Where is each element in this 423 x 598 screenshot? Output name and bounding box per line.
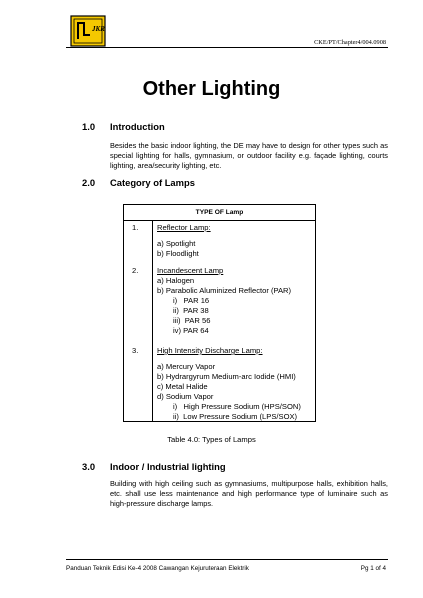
- row-heading: Reflector Lamp:: [157, 223, 211, 232]
- document-reference: CKE/PT/Chapter4/004.0908: [314, 39, 386, 46]
- table-header: TYPE OF Lamp: [124, 205, 315, 221]
- list-item: d) Sodium Vapor: [157, 392, 214, 401]
- sub-list-item: iv) PAR 64: [173, 326, 209, 335]
- section-number: 1.0: [82, 121, 96, 132]
- sub-list-item: i) High Pressure Sodium (HPS/SON): [173, 402, 301, 411]
- list-item: a) Spotlight: [157, 239, 196, 248]
- section-title-introduction: Introduction: [110, 121, 165, 132]
- jkr-logo: [70, 15, 106, 47]
- section-number: 3.0: [82, 461, 96, 472]
- sub-list-item: i) PAR 16: [173, 296, 210, 305]
- row-number: 3.: [132, 346, 139, 355]
- sub-list-item: ii) PAR 38: [173, 306, 209, 315]
- page-number: Pg 1 of 4: [360, 565, 386, 572]
- footer-publication: Panduan Teknik Edisi Ke-4 2008 Cawangan Kejuruteraan Elektrik: [66, 565, 249, 572]
- indoor-lighting-paragraph: Building with high ceiling such as gymnasiums, multipurpose halls, exhibition halls, etc. shall use less maintenance and high performance type of luminaire such as high-pressure discharge lamps.: [110, 479, 388, 509]
- introduction-paragraph: Besides the basic indoor lighting, the DE may have to design for other types such as special lighting for halls, gymnasium, or outdoor facility e.g. façade lighting, courts lighting, area/security lighting, etc.: [110, 141, 388, 171]
- row-heading: Incandescent Lamp: [157, 266, 224, 275]
- list-item: a) Halogen: [157, 276, 195, 285]
- sub-list-item: ii) Low Pressure Sodium (LPS/SOX): [173, 412, 298, 421]
- list-item: b) Hydrargyrum Medium-arc Iodide (HMI): [157, 372, 296, 381]
- svg-text:JKR: JKR: [92, 25, 105, 33]
- header-rule: [66, 47, 388, 48]
- list-item: c) Metal Halide: [157, 382, 208, 391]
- lamp-types-table: [123, 204, 316, 422]
- list-item: a) Mercury Vapor: [157, 362, 216, 371]
- row-number: 1.: [132, 223, 139, 232]
- section-number: 2.0: [82, 177, 96, 188]
- page-title: Other Lighting: [142, 78, 281, 100]
- table-caption: Table 4.0: Types of Lamps: [167, 435, 256, 444]
- sub-list-item: iii) PAR 56: [173, 316, 211, 325]
- list-item: b) Floodlight: [157, 249, 199, 258]
- section-title-category-of-lamps: Category of Lamps: [110, 177, 195, 188]
- row-number: 2.: [132, 266, 139, 275]
- list-item: b) Parabolic Aluminized Reflector (PAR): [157, 286, 292, 295]
- table-column-divider: [152, 220, 153, 421]
- footer-rule: [66, 559, 388, 560]
- section-title-indoor-industrial-lighting: Indoor / Industrial lighting: [110, 461, 226, 472]
- row-heading: High Intensity Discharge Lamp:: [157, 346, 263, 355]
